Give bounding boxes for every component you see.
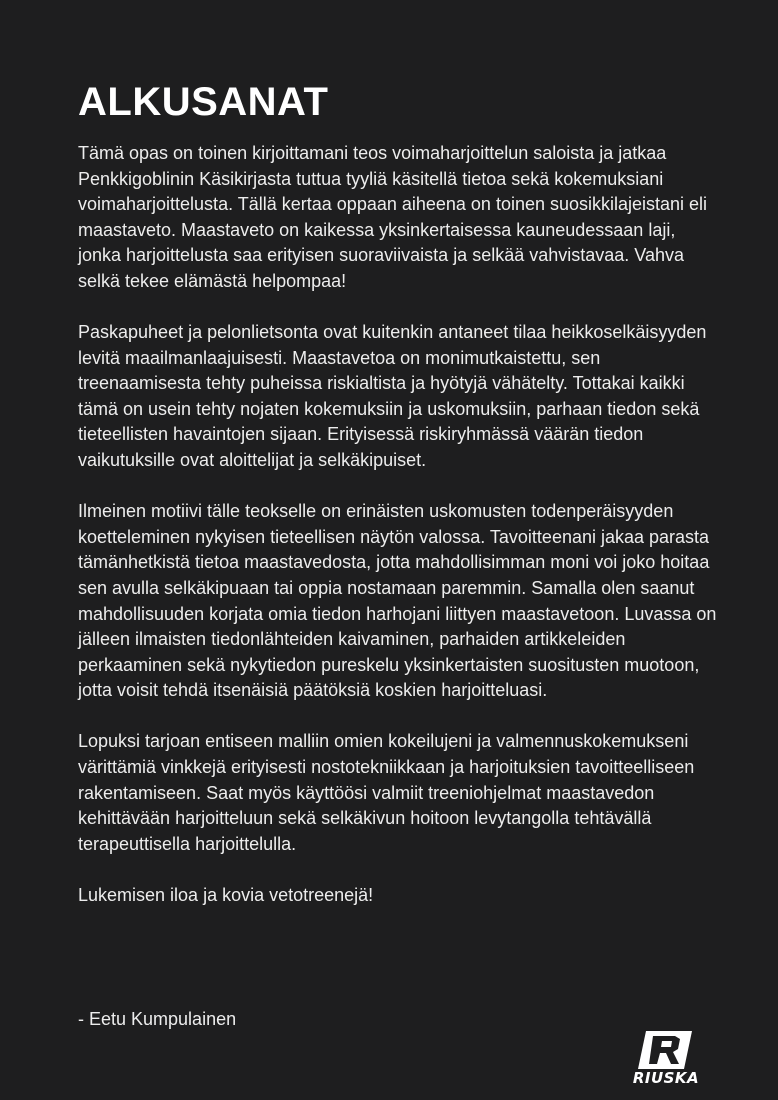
paragraph-4: Lopuksi tarjoan entiseen malliin omien kokeilujeni ja valmennuskokemukseni värittämiä vinkkejä erityisesti nostotekniikkaan ja harjoituksien tavoitteelliseen rakentamiseen. Saat myös käyttöösi valmiit treeniohjelmat maastavedon kehittävään harjoitteluun sekä selkäkivun hoitoon levytangolla tehtävällä terapeuttisella harjoittelulla. [78, 731, 695, 854]
riuska-logo [624, 1031, 708, 1089]
paragraph-3: Ilmeinen motiivi tälle teokselle on erinäisten uskomusten todenperäisyyden koetteleminen nykyisen tieteellisen näytön valossa. Tavoitteenani jakaa parasta tämänhetkistä tietoa maastavedosta, jotta mahdollisimman moni voi joko hoitaa sen avulla selkäkipuaan tai oppia nostamaan paremmin. Samalla olen saanut mahdollisuuden korjata omia tiedon harhojani liittyen maastavetoon. Luvassa on jälleen ilmaisten tiedonlähteiden kaivaminen, parhaiden artikkeleiden perkaaminen sekä nykytiedon pureskelu yksinkertaisten suositusten muotoon, jotta voisit tehdä itsenäisiä päätöksiä koskien harjoitteluasi. [78, 501, 717, 701]
body-text [78, 141, 718, 934]
signature: - Eetu Kumpulainen [78, 1009, 237, 1029]
paragraph-2: Paskapuheet ja pelonlietsonta ovat kuitenkin antaneet tilaa heikkoselkäisyyden levitä maailmanlaajuisesti. Maastavetoa on monimutkaistettu, sen treenaamisesta tehty puheissa riskialtista ja hyötyjä vähätelty. Tottakai kaikki tämä on usein tehty nojaten kokemuksiin ja uskomuksiin, parhaan tiedon sekä tieteellisten havaintojen sijaan. Erityisessä riskiryhmässä väärän tiedon vaikutuksille ovat aloittelijat ja selkäkipuiset. [78, 322, 707, 471]
page-title: ALKUSANAT [78, 80, 329, 124]
logo-text: RIUSKA [632, 1069, 700, 1087]
riuska-logo-icon [638, 1031, 692, 1069]
paragraph-closing: Lukemisen iloa ja kovia vetotreenejä! [78, 884, 374, 905]
paragraph-1: Tämä opas on toinen kirjoittamani teos voimaharjoittelun saloista ja jatkaa Penkkigoblinin Käsikirjasta tuttua tyyliä käsitellä tietoa sekä kokemuksiani voimaharjoittelusta. Tällä kertaa oppaan aiheena on toinen suosikkilajeistani eli maastaveto. Maastaveto on kaikessa yksinkertaisessa kauneudessaan laji, jonka harjoittelusta saa erityisen suoraviivaista ja selkää vahvistavaa. Vahva selkä tekee elämästä helpompaa! [78, 143, 708, 291]
